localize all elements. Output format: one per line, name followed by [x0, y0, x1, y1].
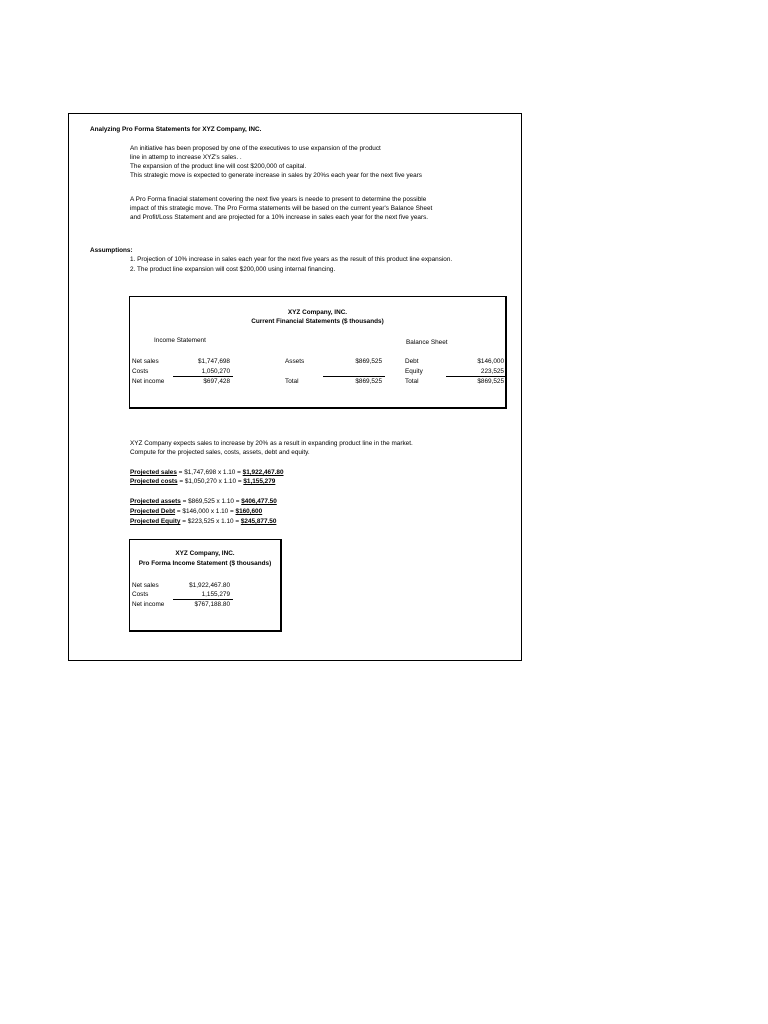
assumption-item: 1. Projection of 10% increase in sales each year for the next five years as the result of this product line expansion.: [130, 256, 453, 263]
assets-sum-line: [323, 376, 385, 377]
assets-label: Assets: [285, 358, 305, 365]
proforma-statement-table: [129, 539, 282, 632]
intro-line: An initiative has been proposed by one of the executives to use expansion of the product: [130, 145, 381, 152]
proforma-value: 1,155,279: [201, 591, 230, 598]
projection-text: Compute for the projected sales, costs, assets, debt and equity.: [130, 449, 310, 456]
proforma-title: Pro Forma Income Statement ($ thousands): [138, 560, 272, 567]
proforma-label: Net sales: [132, 582, 159, 589]
liab-value: 223,525: [480, 368, 504, 375]
assumptions-heading: Assumptions:: [90, 247, 133, 254]
current-title: Current Financial Statements ($ thousands): [251, 318, 384, 325]
proforma-label: Costs: [132, 591, 149, 598]
intro-line: This strategic move is expected to generate increase in sales by 20%s each year for the next five years: [130, 172, 422, 179]
income-value: $1,747,698: [198, 358, 230, 365]
projection-row: Projected sales = $1,747,698 x 1.10 = $1,922,467.80: [130, 469, 284, 476]
assets-value: $869,525: [355, 378, 382, 385]
income-value: 1,050,270: [201, 368, 230, 375]
income-sum-line: [173, 376, 233, 377]
income-label: Costs: [132, 368, 149, 375]
income-label: Net income: [132, 378, 165, 385]
projection-row: Projected assets = $869,525 x 1.10 = $406,477.50: [130, 498, 277, 505]
projection-row: Projected Equity = $223,525 x 1.10 = $245,877.50: [130, 518, 277, 525]
proforma-company: XYZ Company, INC.: [175, 550, 235, 557]
intro2-line: A Pro Forma finacial statement covering the next five years is neede to present to determine the possible: [130, 196, 427, 203]
intro2-line: impact of this strategic move. The Pro Forma statements will be based on the current year's Balance Sheet: [130, 205, 433, 212]
income-value: $697,428: [203, 378, 230, 385]
liab-value: $146,000: [477, 358, 504, 365]
income-label: Net sales: [132, 358, 159, 365]
projection-text: XYZ Company expects sales to increase by 20% as a result in expanding product line in the market.: [130, 440, 413, 447]
assumption-item: 2. The product line expansion will cost $200,000 using internal financing.: [130, 266, 336, 273]
spreadsheet-page: [68, 113, 522, 661]
liab-value: $869,525: [477, 378, 504, 385]
page-title: Analyzing Pro Forma Statements for XYZ Company, INC.: [90, 126, 262, 133]
projection-row: Projected Debt = $146,000 x 1.10 = $160,600: [130, 508, 263, 515]
proforma-label: Net income: [132, 601, 165, 608]
current-company: XYZ Company, INC.: [287, 309, 348, 316]
projection-row: Projected costs = $1,050,270 x 1.10 = $1,155,279: [130, 478, 276, 485]
liab-sum-line: [446, 376, 505, 377]
balance-heading: Balance Sheet: [406, 339, 448, 346]
assets-label: Total: [285, 378, 299, 385]
liab-label: Debt: [405, 358, 419, 365]
proforma-sum-line: [173, 599, 233, 600]
current-statements-table: [129, 296, 507, 409]
liab-label: Total: [405, 378, 419, 385]
assets-value: $869,525: [355, 358, 382, 365]
liab-label: Equity: [405, 368, 423, 375]
intro-line: The expansion of the product line will cost $200,000 of capital.: [130, 163, 307, 170]
proforma-value: $767,188.80: [194, 601, 230, 608]
intro-line: line in attemp to increase XYZ's sales. .: [130, 154, 242, 161]
intro2-line: and Profit/Loss Statement and are projected for a 10% increase in sales each year for the next five years.: [130, 214, 429, 221]
income-heading: Income Statement: [154, 337, 206, 344]
proforma-value: $1,922,467.80: [189, 582, 230, 589]
